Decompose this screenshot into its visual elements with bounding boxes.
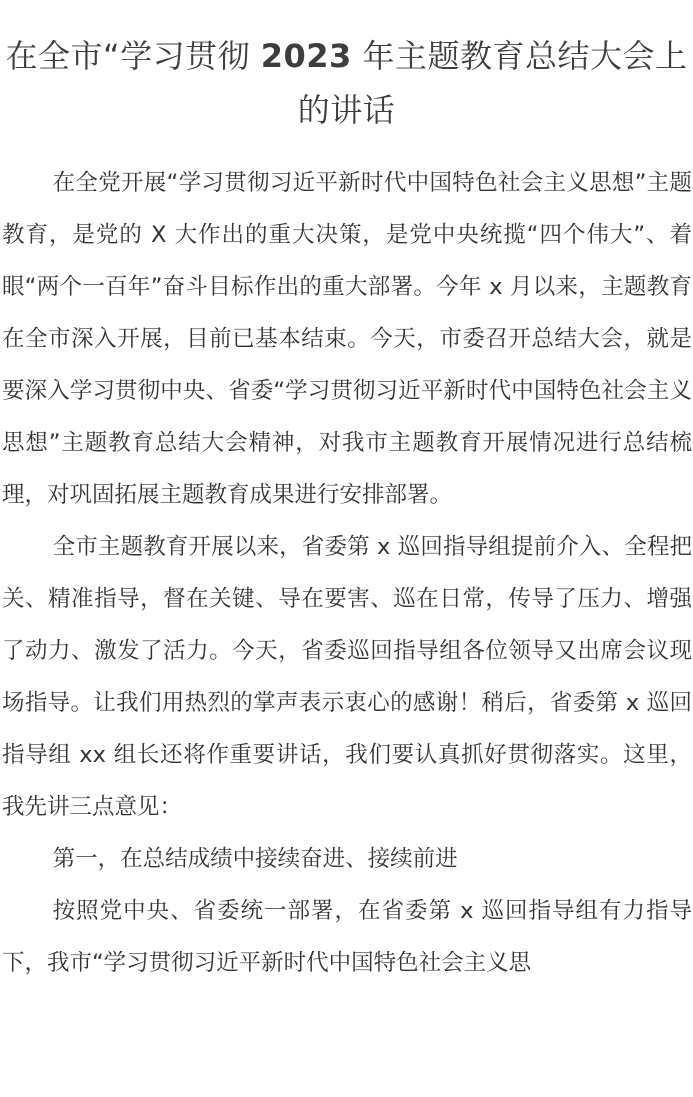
paragraph-acknowledgement: 全市主题教育开展以来，省委第 x 巡回指导组提前介入、全程把关、精准指导，督在关键、导在要害、巡在日常，传导了压力、增强了动力、激发了活力。今天，省委巡回指导组各位领导又出席会议现场指导。让我们用热烈的掌声表示衷心的感谢！稍后，省委第 x 巡回指导组 xx 组长还将作重要讲话，我们要认真抓好贯彻落实。这里，我先讲三点意见： bbox=[2, 534, 692, 820]
section-heading-first: 第一，在总结成绩中接续奋进、接续前进 bbox=[52, 846, 458, 872]
title-part-1: 在全市“学习贯彻 bbox=[5, 37, 261, 75]
document-title bbox=[0, 0, 693, 137]
title-part-2: 年主题教育总结大会上的讲话 bbox=[297, 37, 688, 129]
paragraph-intro: 在全党开展“学习贯彻习近平新时代中国特色社会主义思想”主题教育，是党的 X 大作出的重大决策，是党中央统揽“四个伟大”、着眼“两个一百年”奋斗目标作出的重大部署。今年 x 月以来，主题教育在全市深入开展，目前已基本结束。今天，市委召开总结大会，就是要深入学习贯彻中央、省委“学习贯彻习近平新时代中国特色社会主义思想”主题教育总结大会精神，对我市主题教育开展情况进行总结梳理，对巩固拓展主题教育成果进行安排部署。 bbox=[2, 170, 692, 508]
title-year: 2023 bbox=[260, 37, 352, 75]
document-body bbox=[2, 157, 692, 989]
paragraph-section-one: 按照党中央、省委统一部署，在省委第 x 巡回指导组有力指导下，我市“学习贯彻习近平新时代中国特色社会主义思 bbox=[2, 898, 692, 976]
